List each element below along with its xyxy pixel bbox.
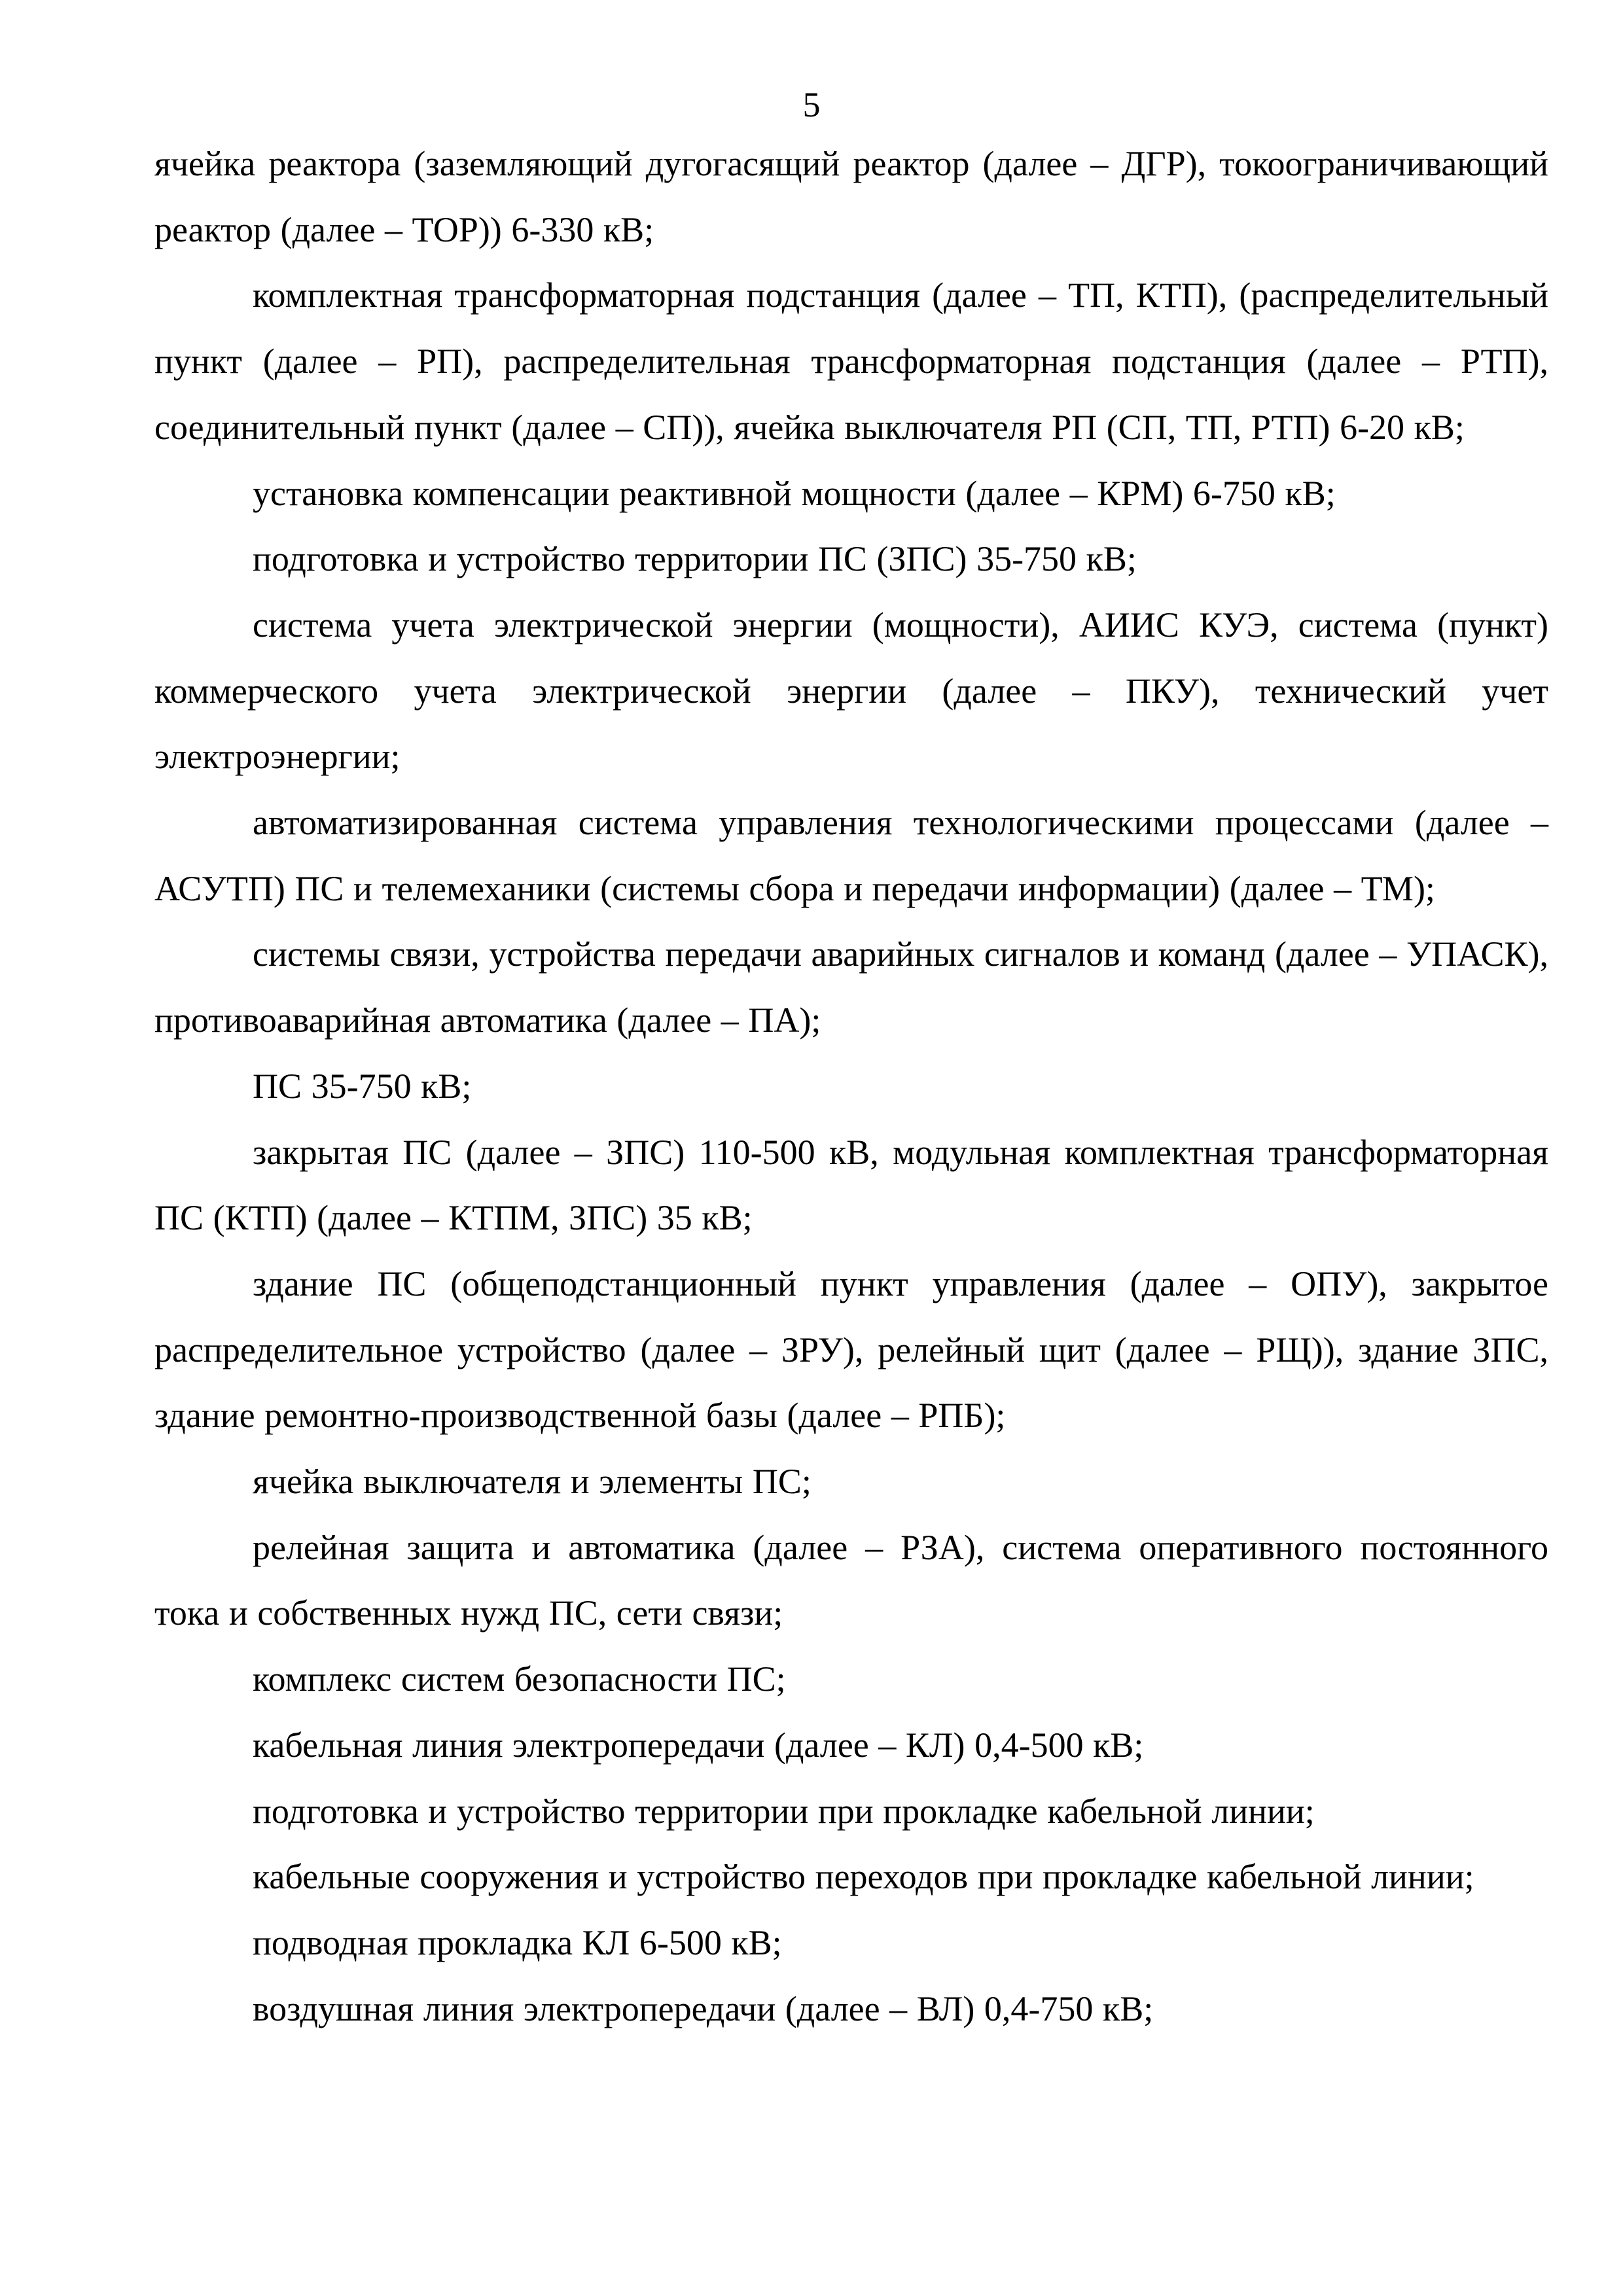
paragraph-substation-building: здание ПС (общеподстанционный пункт управления (далее – ОПУ), закрытое распределительное устройство (далее – ЗРУ), релейный щит (далее – РЩ)), здание ЗПС, здание ремонтно-производственной базы (далее – РПБ); (154, 1263, 1548, 1436)
paragraph-closed-substation: закрытая ПС (далее – ЗПС) 110-500 кВ, модульная комплектная трансформаторная ПС (КТП) (далее – КТПМ, ЗПС) 35 кВ; (154, 1132, 1548, 1238)
paragraph-underwater-cable: подводная прокладка КЛ 6-500 кВ; (253, 1922, 782, 1962)
paragraph-cable-structures: кабельные сооружения и устройство переходов при прокладке кабельной линии; (253, 1857, 1474, 1897)
paragraph-overhead-line: воздушная линия электропередачи (далее – ВЛ) 0,4-750 кВ; (253, 1988, 1154, 2028)
paragraph-process-control-system: автоматизированная система управления технологическими процессами (далее – АСУТП) ПС и телемеханики (системы сбора и передачи информации) (далее – ТМ); (154, 803, 1548, 908)
paragraph-substation-35-750: ПС 35-750 кВ; (253, 1066, 472, 1106)
document-body (154, 131, 1548, 2041)
paragraph-breaker-cell: ячейка выключателя и элементы ПС; (253, 1462, 812, 1502)
paragraph-relay-protection: релейная защита и автоматика (далее – РЗА), система оперативного постоянного тока и собственных нужд ПС, сети связи; (154, 1527, 1548, 1633)
page-number: 5 (802, 85, 821, 124)
paragraph-transformer-substation: комплектная трансформаторная подстанция (далее – ТП, КТП), (распределительный пункт (далее – РП), распределительная трансформаторная подстанция (далее – РТП), соединительный пункт (далее – СП)), ячейка выключателя РП (СП, ТП, РТП) 6-20 кВ; (154, 275, 1548, 447)
paragraph-reactive-power-compensation: установка компенсации реактивной мощности (далее – КРМ) 6-750 кВ; (253, 473, 1336, 513)
paragraph-substation-territory: подготовка и устройство территории ПС (ЗПС) 35-750 кВ; (253, 539, 1137, 579)
paragraph-cable-territory: подготовка и устройство территории при прокладке кабельной линии; (253, 1791, 1315, 1831)
paragraph-security-systems: комплекс систем безопасности ПС; (253, 1659, 786, 1699)
paragraph-reactor-cell: ячейка реактора (заземляющий дугогасящий реактор (далее – ДГР), токоограничивающий реактор (далее – ТОР)) 6-330 кВ; (154, 144, 1548, 249)
paragraph-energy-metering: система учета электрической энергии (мощности), АИИС КУЭ, система (пункт) коммерческого учета электрической энергии (далее – ПКУ), технический учет электроэнергии; (154, 605, 1548, 777)
paragraph-cable-line: кабельная линия электропередачи (далее – КЛ) 0,4-500 кВ; (253, 1725, 1144, 1765)
paragraph-communication-systems: системы связи, устройства передачи аварийных сигналов и команд (далее – УПАСК), противоаварийная автоматика (далее – ПА); (154, 934, 1548, 1040)
